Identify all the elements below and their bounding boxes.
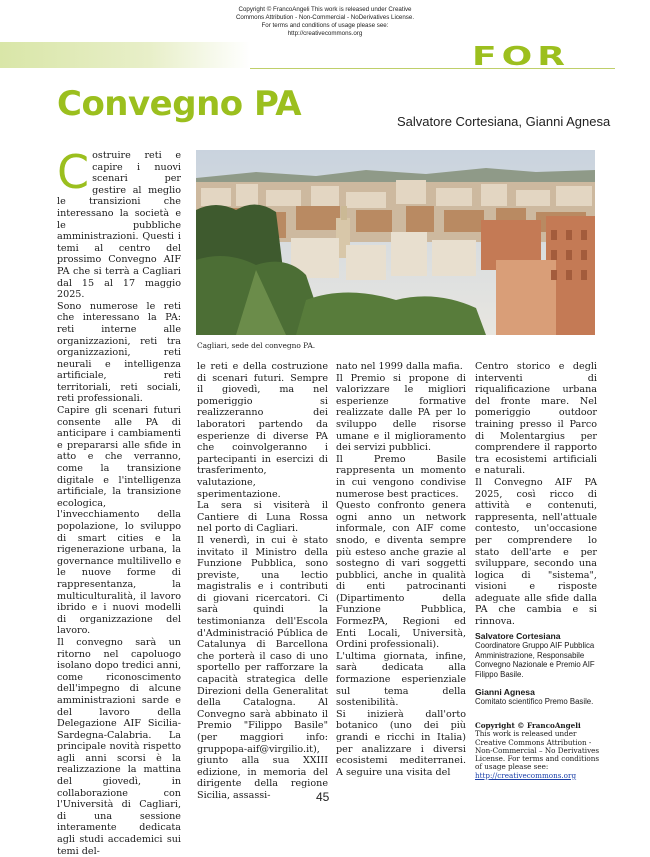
drop-cap: C [57, 145, 90, 199]
article-column-2 [197, 361, 328, 802]
author-bio [475, 632, 605, 679]
top-copyright-line: http://creativecommons.org [287, 30, 363, 37]
paragraph: Capire gli scenari futuri consente alle PA di anticipare i cambiamenti e prepararsi alle sfide in atto e che verranno, come la transizione digitale e l'intelligenza artificiale, la transizione ecologica, l'invecchiamento della popolazione, lo sviluppo di smart cities e la rigenerazione urbana, la governance multilivello e le nuove forme di rappresentanza, la multiculturalità, il lavoro ibrido e i nuovi modelli di organizzazione del lavoro. [57, 405, 181, 637]
author-role: Coordinatore Gruppo AIF Pubblica Amministrazione, Responsabile Convegno Nazionale e Premio AIF Filippo Basile. [475, 641, 595, 679]
magazine-logo: FOR [472, 42, 570, 72]
creative-commons-link[interactable]: http://creativecommons.org [475, 770, 577, 780]
paragraph: Il Premo Basile rappresenta un momento in cui vengono condivise numerose best practices. [336, 453, 466, 500]
city-photo-illustration [196, 150, 595, 335]
top-copyright-line: Commons Attribution - Non-Commercial - NoDerivatives License. [235, 14, 415, 21]
paragraph-text: ostruire reti e capire i nuovi scenari per gestire al meglio le transizioni che interessano la società e le pubbliche amministrazioni. Questi i temi al centro del prossimo Convegno AIF PA che si terrà a Cagliari dal 15 al 17 maggio 2025. [57, 150, 181, 301]
paragraph: La sera si visiterà il Cantiere di Luna Rossa nel porto di Cagliari. [197, 500, 328, 535]
paragraph: Il convegno sarà un ritorno nel capoluogo isolano dopo tredici anni, come riconoscimento dell'impegno di alcune amministrazioni sarde e del lavoro della Delegazione AIF Sicilia-Sardegna-Calabria. La principale novità rispetto agli anni scorsi è la realizzazione la mattina del giovedì, in collaborazione con l'Università di Cagliari, di una sessione interamente dedicata agli studi accademici sui temi del- [57, 636, 181, 857]
top-copyright-line: Copyright © FrancoAngeli This work is released under Creative [238, 6, 412, 13]
paragraph: Sono numerose le reti che interessano la PA: reti interne alle organizzazioni, reti tra organizzazioni, reti neurali e intelligenza artificiale, reti territoriali, reti sociali, reti professionali. [57, 300, 181, 405]
author-bio [475, 688, 605, 707]
paragraph [57, 145, 181, 301]
article-column-1 [57, 145, 181, 857]
copyright-text: This work is released under Creative Commons Attribution - Non-Commercial – No Derivatives License. For terms and conditions of usage please see: [475, 729, 600, 772]
article-authors: Salvatore Cortesiana, Gianni Agnesa [397, 114, 611, 129]
paragraph: Il Convegno AIF PA 2025, così ricco di attività e contenuti, rappresenta, nell'attuale contesto, un'occasione per comprendere lo stato dell'arte e per sviluppare, secondo una logica di "sistema", visioni e risposte adeguate alle sfide dalla PA che cambia e si rinnova. [475, 476, 597, 628]
author-role: Comitato scientifico Premo Basile. [475, 697, 594, 707]
photo-caption: Cagliari, sede del convegno PA. [197, 341, 316, 350]
author-name: Gianni Agnesa [475, 687, 535, 697]
paragraph: nato nel 1999 dalla mafia. [336, 361, 463, 372]
top-copyright-notice [205, 6, 445, 38]
bottom-copyright-notice [475, 722, 605, 780]
paragraph: L'ultima giornata, infine, sarà dedicata alla formazione esperienziale sul tema della sostenibilità. [336, 650, 466, 709]
paragraph: le reti e della costruzione di scenari futuri. Sempre il giovedì, ma nel pomeriggio si realizzeranno dei laboratori partendo da esperienze di diverse PA che coinvolgeranno i partecipanti in esercizi di trasferimento, valutazione, sperimentazione. [197, 361, 328, 500]
paragraph: Centro storico e degli interventi di riqualificazione urbana del fronte mare. Nel pomeriggio outdoor training presso il Parco di Molentargius per comprendere il rapporto tra ecosistemi artificiali e naturali. [475, 361, 597, 477]
header-gradient-band [0, 42, 250, 68]
article-column-4 [475, 361, 597, 628]
paragraph: Questo confronto genera ogni anno un network informale, con AIF come snodo, e diventa sempre più esteso anche grazie al sostegno di vari soggetti pubblici, anche in qualità di enti patrocinanti (Dipartimento della Funzione Pubblica, FormezPA, Regioni ed Enti Locali, Università, Ordini professionali). [336, 500, 466, 651]
cagliari-city-photo [196, 150, 595, 335]
paragraph: Si inizierà dall'orto botanico (uno dei più grandi e ricchi in Italia) per analizzare i diversi ecosistemi mediterranei. A seguire una visita del [336, 708, 466, 778]
author-name: Salvatore Cortesiana [475, 631, 561, 641]
paragraph: Il Premio si propone di valorizzare le migliori esperienze formative realizzate dalle PA per lo sviluppo delle risorse umane e il miglioramento dei servizi pubblici. [336, 372, 466, 454]
top-copyright-line: For terms and conditions of usage please see: [261, 22, 389, 29]
paragraph: Il venerdì, in cui è stato invitato il Ministro della Funzione Pubblica, sono previste, una lectio magistralis e i contributi di giovani ricercatori. Ci sarà quindi la testimonianza dell'Escola d'Administració Pública de Catalunya di Barcellona che porterà il caso di uno sportello per rafforzare la capacità strategica delle Direzioni della Generalitat della Catalogna. Al Convegno sarà abbinato il Premio "Filippo Basile" (per maggiori info: gruppopa-aif@virgilio.it), giunto alla sua XXIII edizione, in memoria del dirigente della regione Sicilia, assassi- [197, 534, 328, 801]
article-column-3 [336, 361, 466, 778]
article-title: Convegno PA [57, 84, 302, 124]
copyright-title: Copyright © FrancoAngeli [475, 721, 581, 730]
page-number: 45 [316, 790, 330, 804]
